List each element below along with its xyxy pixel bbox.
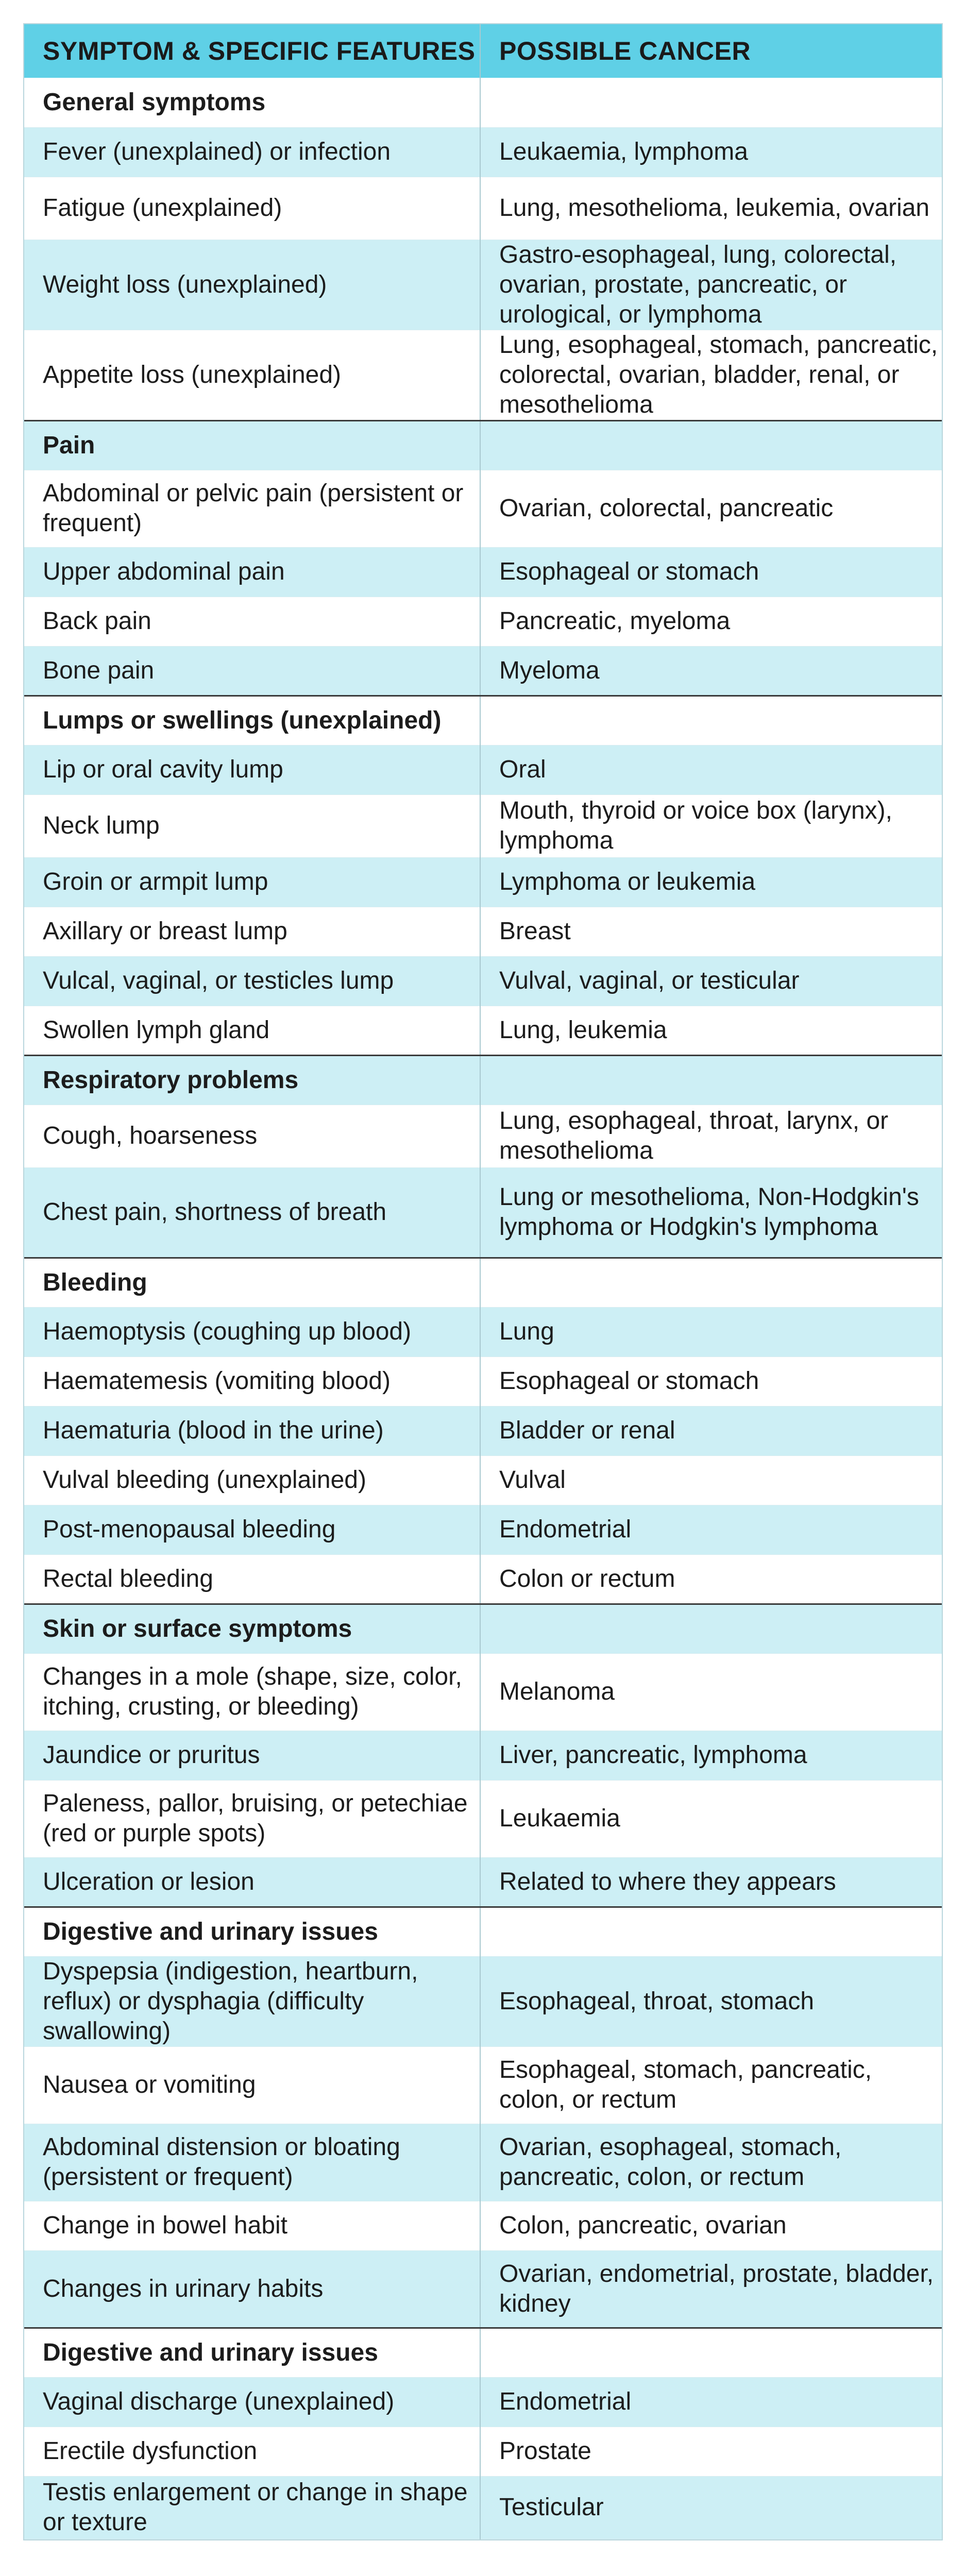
possible-cancer-cell: Ovarian, colorectal, pancreatic [480, 470, 942, 547]
section-header-row [24, 1258, 942, 1307]
symptom-cell: Haematuria (blood in the urine) [24, 1406, 480, 1455]
header-possible-cancer: POSSIBLE CANCER [480, 24, 942, 78]
table-body [24, 78, 942, 2539]
section-header-row [24, 1055, 942, 1105]
symptom-cell: Post-menopausal bleeding [24, 1505, 480, 1554]
symptom-cell: Fever (unexplained) or infection [24, 127, 480, 177]
possible-cancer-cell: Lung, esophageal, throat, larynx, or mesothelioma [480, 1105, 942, 1167]
table-row [24, 1105, 942, 1167]
table-row [24, 2250, 942, 2328]
section-empty-cell [480, 78, 942, 127]
symptom-cell: Cough, hoarseness [24, 1105, 480, 1167]
section-empty-cell [480, 1907, 942, 1956]
table-row [24, 1406, 942, 1455]
table-row [24, 2427, 942, 2476]
table-row [24, 1731, 942, 1780]
section-title: Skin or surface symptoms [24, 1604, 480, 1653]
section-empty-cell [480, 1055, 942, 1105]
possible-cancer-cell: Lung, mesothelioma, leukemia, ovarian [480, 177, 942, 240]
section-header-row [24, 1604, 942, 1653]
possible-cancer-cell: Pancreatic, myeloma [480, 597, 942, 646]
possible-cancer-cell: Lung or mesothelioma, Non-Hodgkin's lymphoma or Hodgkin's lymphoma [480, 1167, 942, 1258]
table-row [24, 240, 942, 330]
symptom-cell: Changes in a mole (shape, size, color, itching, crusting, or bleeding) [24, 1653, 480, 1731]
table-row [24, 1167, 942, 1258]
symptom-cell: Weight loss (unexplained) [24, 240, 480, 330]
symptom-cell: Vulval bleeding (unexplained) [24, 1455, 480, 1505]
possible-cancer-cell: Lung, esophageal, stomach, pancreatic, colorectal, ovarian, bladder, renal, or mesothelioma [480, 330, 942, 420]
possible-cancer-cell: Lymphoma or leukemia [480, 857, 942, 907]
table-row [24, 2201, 942, 2250]
symptom-cell: Nausea or vomiting [24, 2046, 480, 2124]
possible-cancer-cell: Oral [480, 745, 942, 794]
table-row [24, 857, 942, 907]
section-title: General symptoms [24, 78, 480, 127]
possible-cancer-cell: Colon, pancreatic, ovarian [480, 2201, 942, 2250]
section-header-row [24, 78, 942, 127]
possible-cancer-cell: Colon or rectum [480, 1554, 942, 1604]
possible-cancer-cell: Esophageal or stomach [480, 1357, 942, 1406]
possible-cancer-cell: Myeloma [480, 646, 942, 696]
possible-cancer-cell: Vulval [480, 1455, 942, 1505]
possible-cancer-cell: Esophageal, throat, stomach [480, 1956, 942, 2046]
possible-cancer-cell: Melanoma [480, 1653, 942, 1731]
symptom-cell: Vaginal discharge (unexplained) [24, 2377, 480, 2427]
table-row [24, 127, 942, 177]
table-row [24, 956, 942, 1006]
symptom-cell: Neck lump [24, 794, 480, 857]
symptom-cell: Upper abdominal pain [24, 547, 480, 597]
table-row [24, 1554, 942, 1604]
possible-cancer-cell: Endometrial [480, 2377, 942, 2427]
section-empty-cell [480, 2328, 942, 2377]
possible-cancer-cell: Testicular [480, 2476, 942, 2539]
possible-cancer-cell: Leukaemia [480, 1780, 942, 1857]
table-row [24, 646, 942, 696]
symptom-cell: Vulcal, vaginal, or testicles lump [24, 956, 480, 1006]
symptom-cell: Lip or oral cavity lump [24, 745, 480, 794]
possible-cancer-cell: Liver, pancreatic, lymphoma [480, 1731, 942, 1780]
table-row [24, 1455, 942, 1505]
table-row [24, 2377, 942, 2427]
symptom-cell: Fatigue (unexplained) [24, 177, 480, 240]
possible-cancer-cell: Ovarian, esophageal, stomach, pancreatic, colon, or rectum [480, 2124, 942, 2201]
possible-cancer-cell: Lung, leukemia [480, 1006, 942, 1055]
symptom-table [23, 23, 943, 2540]
symptom-cell: Bone pain [24, 646, 480, 696]
possible-cancer-cell: Breast [480, 907, 942, 956]
table-header-row [24, 24, 942, 78]
symptom-cell: Axillary or breast lump [24, 907, 480, 956]
table-row [24, 597, 942, 646]
table-row [24, 1653, 942, 1731]
symptom-cell: Testis enlargement or change in shape or texture [24, 2476, 480, 2539]
section-header-row [24, 696, 942, 745]
section-title: Digestive and urinary issues [24, 2328, 480, 2377]
table-row [24, 794, 942, 857]
symptom-cell: Chest pain, shortness of breath [24, 1167, 480, 1258]
table-row [24, 1307, 942, 1357]
symptom-cell: Abdominal distension or bloating (persistent or frequent) [24, 2124, 480, 2201]
symptom-cell: Rectal bleeding [24, 1554, 480, 1604]
symptom-cell: Swollen lymph gland [24, 1006, 480, 1055]
section-empty-cell [480, 1604, 942, 1653]
possible-cancer-cell: Bladder or renal [480, 1406, 942, 1455]
table-row [24, 1780, 942, 1857]
possible-cancer-cell: Endometrial [480, 1505, 942, 1554]
symptom-cell: Appetite loss (unexplained) [24, 330, 480, 420]
symptom-cell: Erectile dysfunction [24, 2427, 480, 2476]
table-row [24, 1857, 942, 1907]
header-symptom: SYMPTOM & SPECIFIC FEATURES [24, 24, 480, 78]
symptom-cell: Jaundice or pruritus [24, 1731, 480, 1780]
possible-cancer-cell: Mouth, thyroid or voice box (larynx), lymphoma [480, 794, 942, 857]
table-row [24, 907, 942, 956]
possible-cancer-cell: Leukaemia, lymphoma [480, 127, 942, 177]
section-empty-cell [480, 696, 942, 745]
possible-cancer-cell: Lung [480, 1307, 942, 1357]
possible-cancer-cell: Ovarian, endometrial, prostate, bladder, kidney [480, 2250, 942, 2328]
symptom-cell: Haematemesis (vomiting blood) [24, 1357, 480, 1406]
section-title: Respiratory problems [24, 1055, 480, 1105]
symptom-cell: Haemoptysis (coughing up blood) [24, 1307, 480, 1357]
table-row [24, 2476, 942, 2539]
symptom-cell: Change in bowel habit [24, 2201, 480, 2250]
table-row [24, 1956, 942, 2046]
symptom-cell: Back pain [24, 597, 480, 646]
symptom-cell: Dyspepsia (indigestion, heartburn, reflux) or dysphagia (difficulty swallowing) [24, 1956, 480, 2046]
section-header-row [24, 420, 942, 470]
possible-cancer-cell: Esophageal, stomach, pancreatic, colon, or rectum [480, 2046, 942, 2124]
table-row [24, 547, 942, 597]
section-title: Digestive and urinary issues [24, 1907, 480, 1956]
section-header-row [24, 2328, 942, 2377]
symptom-cell: Abdominal or pelvic pain (persistent or frequent) [24, 470, 480, 547]
table-row [24, 330, 942, 420]
table-row [24, 2124, 942, 2201]
table-row [24, 177, 942, 240]
table-row [24, 1006, 942, 1055]
section-title: Bleeding [24, 1258, 480, 1307]
symptom-cell: Ulceration or lesion [24, 1857, 480, 1907]
symptom-cell: Paleness, pallor, bruising, or petechiae (red or purple spots) [24, 1780, 480, 1857]
possible-cancer-cell: Prostate [480, 2427, 942, 2476]
table-row [24, 2046, 942, 2124]
section-title: Pain [24, 420, 480, 470]
possible-cancer-cell: Related to where they appears [480, 1857, 942, 1907]
section-header-row [24, 1907, 942, 1956]
symptom-cell: Changes in urinary habits [24, 2250, 480, 2328]
section-empty-cell [480, 420, 942, 470]
symptom-cell: Groin or armpit lump [24, 857, 480, 907]
possible-cancer-cell: Vulval, vaginal, or testicular [480, 956, 942, 1006]
table-row [24, 1357, 942, 1406]
table-row [24, 1505, 942, 1554]
symptom-cancer-table [24, 24, 942, 2539]
section-empty-cell [480, 1258, 942, 1307]
table-row [24, 470, 942, 547]
possible-cancer-cell: Gastro-esophageal, lung, colorectal, ovarian, prostate, pancreatic, or urological, or lymphoma [480, 240, 942, 330]
section-title: Lumps or swellings (unexplained) [24, 696, 480, 745]
table-row [24, 745, 942, 794]
possible-cancer-cell: Esophageal or stomach [480, 547, 942, 597]
